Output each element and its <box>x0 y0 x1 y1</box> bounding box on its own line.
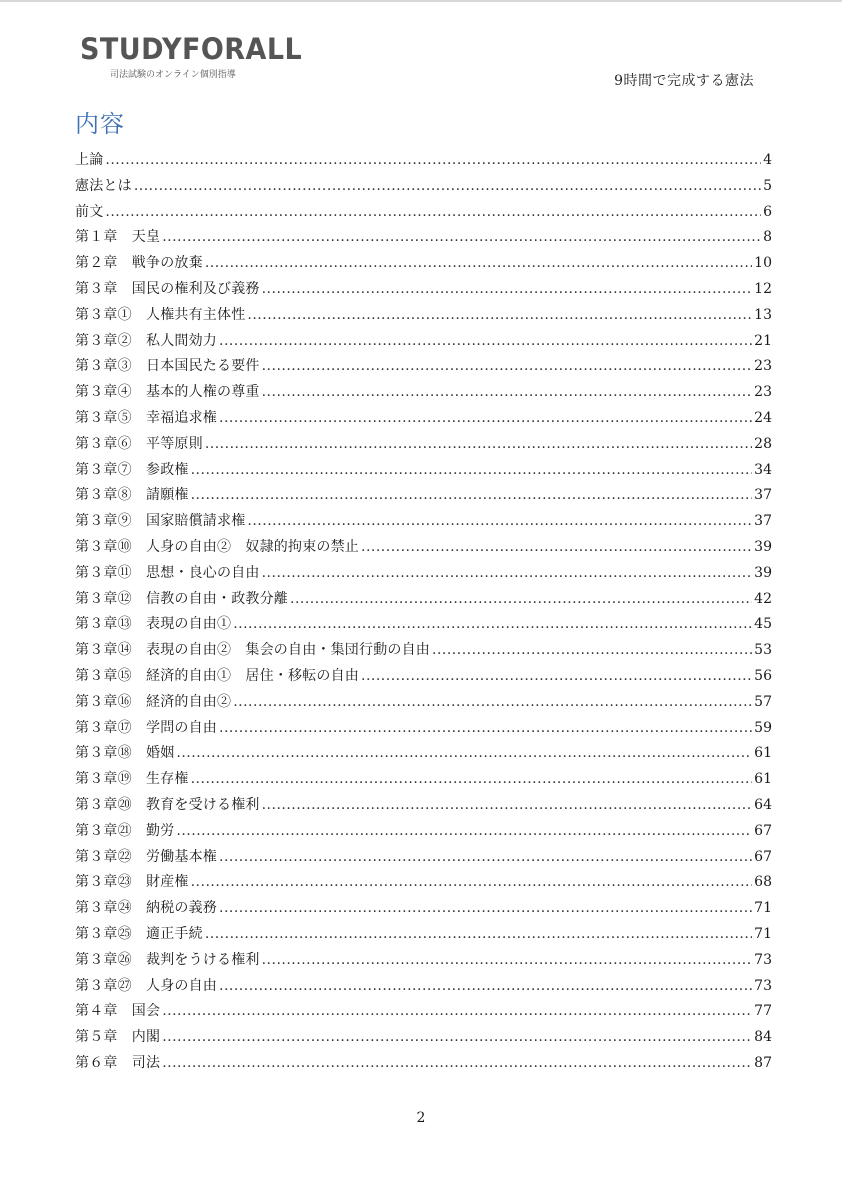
toc-entry[interactable] <box>75 690 772 716</box>
toc-leader-dots <box>262 380 753 406</box>
toc-entry-page: 67 <box>754 822 772 839</box>
toc-entry[interactable] <box>75 380 772 406</box>
toc-leader-dots <box>361 535 752 561</box>
toc-leader-dots <box>191 483 753 509</box>
toc-entry-page: 84 <box>754 1029 772 1046</box>
toc-entry[interactable] <box>75 587 772 613</box>
toc-entry[interactable] <box>75 716 772 742</box>
toc-entry-page: 53 <box>754 642 772 659</box>
toc-leader-dots <box>247 303 752 329</box>
toc-leader-dots <box>191 767 753 793</box>
toc-leader-dots <box>262 277 753 303</box>
toc-leader-dots <box>262 793 753 819</box>
toc-heading: 内容 <box>75 110 125 138</box>
toc-entry[interactable] <box>75 612 772 638</box>
toc-entry[interactable] <box>75 354 772 380</box>
toc-entry-page: 68 <box>754 874 772 891</box>
toc-entry-label: 第３章⑧ 請願権 <box>75 487 189 504</box>
toc-entry-page: 23 <box>754 358 772 375</box>
toc-entry-label: 第３章⑲ 生存権 <box>75 771 189 788</box>
toc-entry-page: 28 <box>754 435 772 452</box>
toc-entry-label: 第３章⑰ 学問の自由 <box>75 719 217 736</box>
toc-entry[interactable] <box>75 277 772 303</box>
toc-leader-dots <box>290 587 752 613</box>
toc-entry-label: 第３章⑤ 幸福追求権 <box>75 409 217 426</box>
toc-entry-label: 第３章㉑ 勤労 <box>75 822 175 839</box>
toc-entry[interactable] <box>75 999 772 1025</box>
toc-leader-dots <box>262 561 753 587</box>
toc-entry[interactable] <box>75 200 772 226</box>
toc-leader-dots <box>247 509 752 535</box>
toc-leader-dots <box>233 690 752 716</box>
toc-entry-label: 第３章① 人権共有主体性 <box>75 306 246 323</box>
toc-entry-label: 第５章 内閣 <box>75 1029 161 1046</box>
toc-entry-page: 87 <box>754 1054 772 1071</box>
logo-tagline: 司法試験のオンライン個別指導 <box>110 70 236 80</box>
toc-leader-dots <box>219 716 752 742</box>
toc-entry[interactable] <box>75 948 772 974</box>
toc-entry[interactable] <box>75 793 772 819</box>
toc-entry-page: 61 <box>754 771 772 788</box>
toc-leader-dots <box>162 999 752 1025</box>
toc-entry-label: 第３章⑦ 参政権 <box>75 461 189 478</box>
toc-entry[interactable] <box>75 483 772 509</box>
toc-entry-page: 21 <box>754 332 772 349</box>
toc-leader-dots <box>432 638 752 664</box>
toc-entry-page: 8 <box>763 229 772 246</box>
toc-entry-page: 39 <box>754 538 772 555</box>
toc-leader-dots <box>219 406 752 432</box>
toc-entry-label: 第３章 国民の権利及び義務 <box>75 280 260 297</box>
toc-entry[interactable] <box>75 303 772 329</box>
toc-entry[interactable] <box>75 251 772 277</box>
toc-entry[interactable] <box>75 509 772 535</box>
toc-entry-page: 5 <box>763 177 772 194</box>
toc-entry-page: 61 <box>754 745 772 762</box>
toc-entry-label: 第３章㉓ 財産権 <box>75 874 189 891</box>
toc-entry-label: 第３章⑥ 平等原則 <box>75 435 203 452</box>
toc-leader-dots <box>262 354 753 380</box>
toc-entry-label: 第３章⑮ 経済的自由① 居住・移転の自由 <box>75 667 359 684</box>
toc-entry-label: 第３章㉖ 裁判をうける権利 <box>75 951 260 968</box>
toc-entry-label: 第４章 国会 <box>75 1003 161 1020</box>
toc-entry[interactable] <box>75 535 772 561</box>
toc-leader-dots <box>191 870 753 896</box>
toc-entry[interactable] <box>75 1025 772 1051</box>
toc-entry-page: 37 <box>754 487 772 504</box>
toc-entry-page: 12 <box>754 280 772 297</box>
toc-entry-label: 上論 <box>75 152 104 168</box>
toc-entry-page: 34 <box>754 461 772 478</box>
toc-entry-page: 67 <box>754 848 772 865</box>
toc-entry-label: 第３章⑪ 思想・良心の自由 <box>75 564 260 581</box>
toc-entry-label: 第３章⑬ 表現の自由① <box>75 616 232 633</box>
toc-leader-dots <box>205 251 752 277</box>
toc-entry[interactable] <box>75 458 772 484</box>
toc-entry[interactable] <box>75 225 772 251</box>
toc-leader-dots <box>134 174 761 200</box>
toc-leader-dots <box>361 664 752 690</box>
toc-entry-page: 59 <box>754 719 772 736</box>
toc-entry-page: 71 <box>754 900 772 917</box>
toc-entry-label: 第６章 司法 <box>75 1054 161 1071</box>
logo-wordmark: STUDYFORALL <box>80 32 303 66</box>
toc-entry-page: 56 <box>754 667 772 684</box>
toc-leader-dots <box>233 612 752 638</box>
toc-entry-page: 10 <box>754 255 772 272</box>
toc-entry[interactable] <box>75 1051 772 1077</box>
page-number: 2 <box>416 1110 426 1126</box>
toc-entry-label: 第３章⑳ 教育を受ける権利 <box>75 796 260 813</box>
toc-entry-label: 第３章③ 日本国民たる要件 <box>75 358 260 375</box>
document-title: 9時間で完成する憲法 <box>614 73 754 89</box>
toc-entry-page: 4 <box>763 152 772 168</box>
toc-leader-dots <box>205 432 752 458</box>
toc-entry-label: 前文 <box>75 203 104 220</box>
table-of-contents <box>75 148 772 1077</box>
toc-entry-page: 23 <box>754 384 772 401</box>
toc-entry[interactable] <box>75 432 772 458</box>
toc-entry-label: 第３章⑯ 経済的自由② <box>75 693 232 710</box>
toc-leader-dots <box>162 225 761 251</box>
toc-entry-page: 45 <box>754 616 772 633</box>
toc-entry-page: 24 <box>754 409 772 426</box>
toc-entry[interactable] <box>75 664 772 690</box>
toc-entry[interactable] <box>75 741 772 767</box>
toc-entry-label: 第３章㉒ 労働基本権 <box>75 848 217 865</box>
toc-entry-page: 42 <box>754 590 772 607</box>
toc-entry-label: 第２章 戦争の放棄 <box>75 255 203 272</box>
toc-leader-dots <box>162 1025 752 1051</box>
toc-entry-page: 13 <box>754 306 772 323</box>
toc-leader-dots <box>262 948 753 974</box>
toc-leader-dots <box>162 1051 752 1077</box>
toc-entry[interactable] <box>75 406 772 432</box>
toc-entry-page: 64 <box>754 796 772 813</box>
toc-entry-page: 73 <box>754 977 772 994</box>
toc-entry[interactable] <box>75 174 772 200</box>
toc-entry[interactable] <box>75 896 772 922</box>
toc-leader-dots <box>191 458 753 484</box>
toc-entry-label: 第３章⑱ 婚姻 <box>75 745 175 762</box>
toc-entry[interactable] <box>75 767 772 793</box>
toc-entry-label: 第３章㉕ 適正手続 <box>75 925 203 942</box>
toc-entry-page: 73 <box>754 951 772 968</box>
toc-entry[interactable] <box>75 638 772 664</box>
toc-leader-dots <box>176 741 752 767</box>
toc-leader-dots <box>176 819 752 845</box>
toc-entry-label: 第１章 天皇 <box>75 229 161 246</box>
toc-entry-page: 6 <box>763 203 772 220</box>
toc-entry[interactable] <box>75 148 772 174</box>
toc-entry-label: 第３章㉔ 納税の義務 <box>75 900 217 917</box>
brand-logo <box>80 30 310 80</box>
toc-leader-dots <box>105 148 761 174</box>
toc-entry-page: 71 <box>754 925 772 942</box>
toc-entry-label: 第３章㉗ 人身の自由 <box>75 977 217 994</box>
toc-leader-dots <box>219 896 752 922</box>
toc-entry-label: 第３章⑨ 国家賠償請求権 <box>75 513 246 530</box>
toc-leader-dots <box>219 329 752 355</box>
toc-entry[interactable] <box>75 845 772 871</box>
toc-entry-label: 第３章② 私人間効力 <box>75 332 217 349</box>
toc-leader-dots <box>105 200 761 226</box>
toc-entry[interactable] <box>75 819 772 845</box>
toc-entry[interactable] <box>75 870 772 896</box>
toc-entry-label: 第３章⑫ 信教の自由・政教分離 <box>75 590 288 607</box>
toc-leader-dots <box>219 845 752 871</box>
toc-entry[interactable] <box>75 561 772 587</box>
toc-entry-label: 第３章⑩ 人身の自由② 奴隷的拘束の禁止 <box>75 538 359 555</box>
toc-entry[interactable] <box>75 329 772 355</box>
toc-entry-label: 憲法とは <box>75 177 132 194</box>
toc-entry-label: 第３章④ 基本的人権の尊重 <box>75 384 260 401</box>
toc-entry[interactable] <box>75 974 772 1000</box>
toc-entry-page: 77 <box>754 1003 772 1020</box>
toc-entry-page: 39 <box>754 564 772 581</box>
toc-entry-label: 第３章⑭ 表現の自由② 集会の自由・集団行動の自由 <box>75 642 430 659</box>
top-rule <box>0 0 842 2</box>
toc-entry-page: 57 <box>754 693 772 710</box>
toc-entry-page: 37 <box>754 513 772 530</box>
toc-entry[interactable] <box>75 922 772 948</box>
toc-leader-dots <box>205 922 752 948</box>
toc-leader-dots <box>219 974 752 1000</box>
